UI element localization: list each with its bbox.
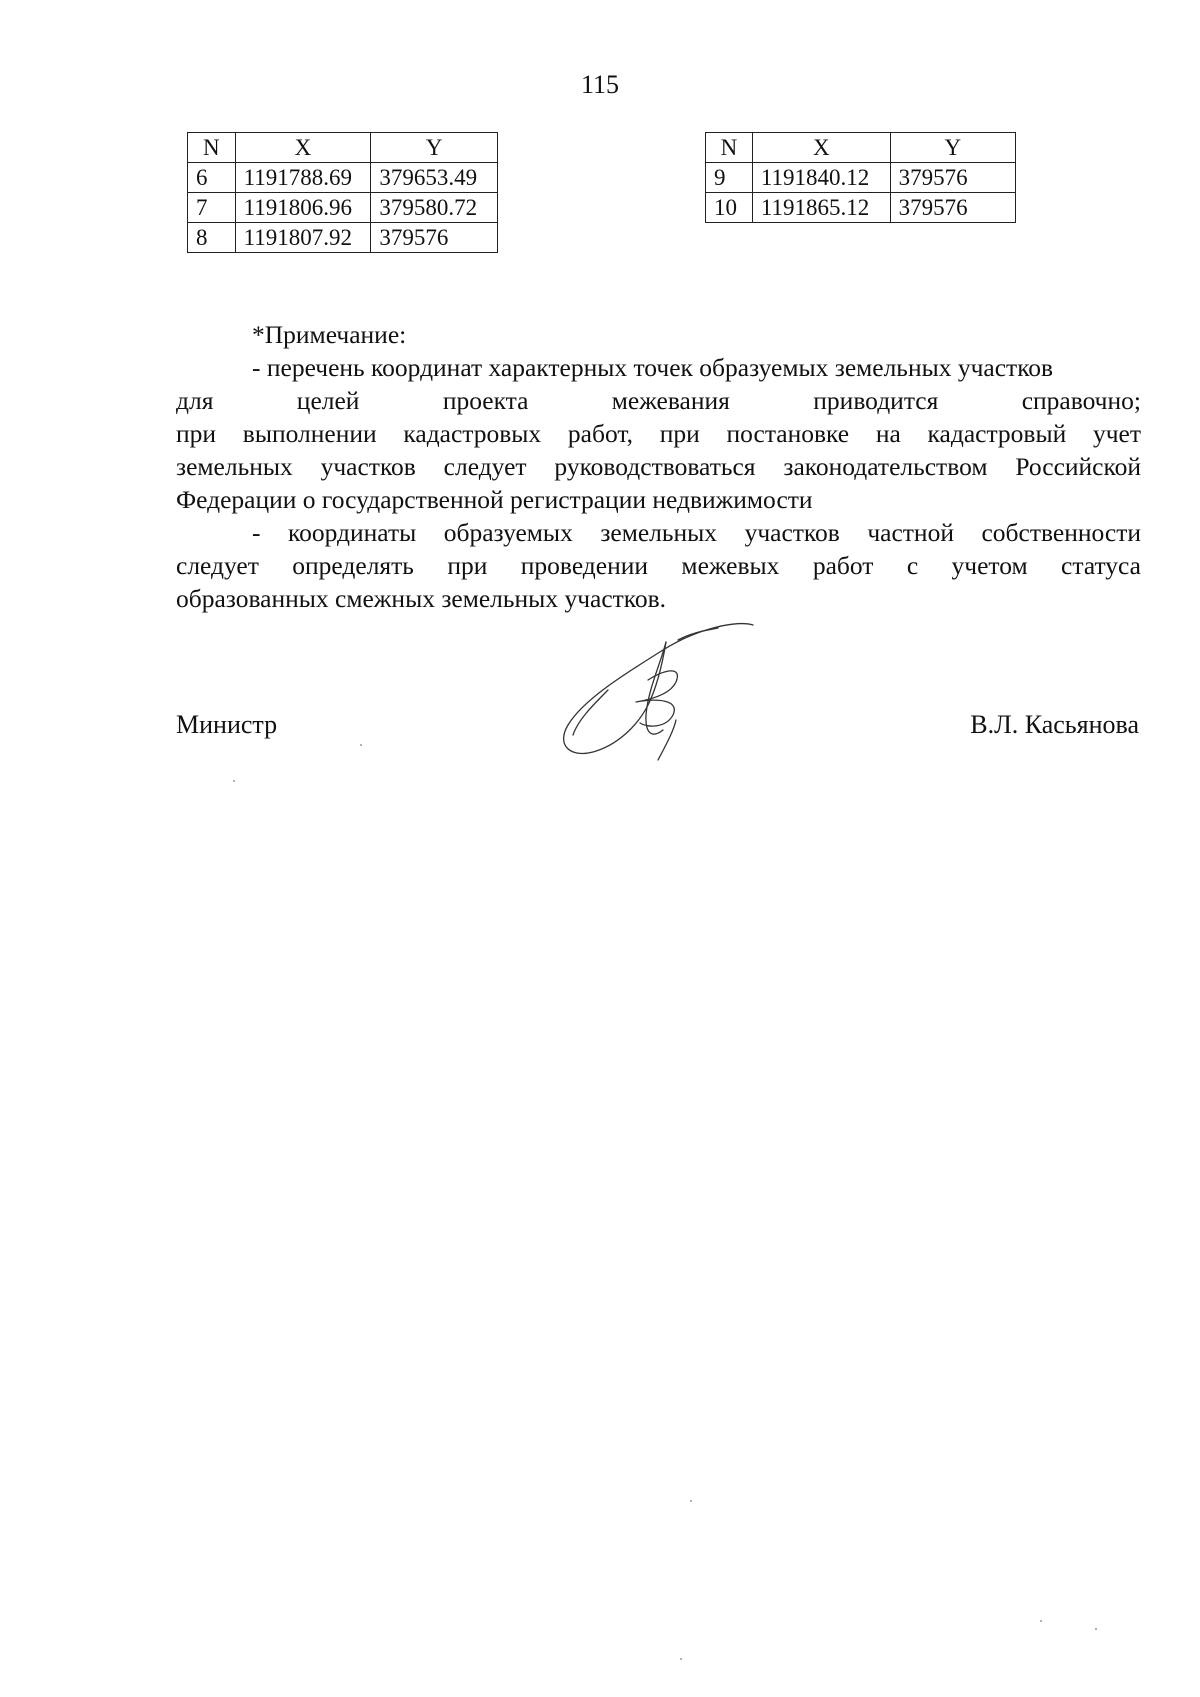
note-item-1-line: - перечень координат характерных точек образуемых земельных участков <box>252 353 1054 382</box>
handwritten-signature <box>548 620 768 770</box>
header-n: N <box>706 133 753 163</box>
table-header-row <box>706 133 1016 163</box>
coordinates-table-right <box>705 132 1016 223</box>
header-x: X <box>752 133 890 163</box>
coordinate-y: 379576 <box>890 163 1015 193</box>
note-item-2-line: - координаты образуемых земельных участков частной собственности <box>252 518 1141 547</box>
coordinate-x: 1191807.92 <box>235 223 371 253</box>
table-row <box>188 163 498 193</box>
point-number: 9 <box>706 163 753 193</box>
scan-speck <box>1095 1628 1097 1630</box>
point-number: 8 <box>188 223 236 253</box>
coordinate-x: 1191840.12 <box>752 163 890 193</box>
coordinate-y: 379576 <box>890 193 1015 223</box>
scan-speck <box>233 780 235 782</box>
signatory-name: В.Л. Касьянова <box>970 710 1139 739</box>
scan-speck <box>680 1658 682 1660</box>
coordinate-y: 379653.49 <box>371 163 498 193</box>
note-item-1-line: земельных участков следует руководствоваться законодательством Российской <box>176 452 1141 481</box>
header-x: X <box>235 133 371 163</box>
table-row <box>188 223 498 253</box>
scan-speck <box>690 1500 692 1502</box>
coordinate-x: 1191865.12 <box>752 193 890 223</box>
coordinate-x: 1191788.69 <box>235 163 371 193</box>
note-item-1-line: при выполнении кадастровых работ, при постановке на кадастровый учет <box>176 419 1141 448</box>
table-header-row <box>188 133 498 163</box>
note-item-1-line: Федерации о государственной регистрации недвижимости <box>176 485 813 514</box>
coordinates-table-left <box>187 132 498 253</box>
page-number: 115 <box>580 70 620 99</box>
note-item-1-line: для целей проекта межевания приводится справочно; <box>176 386 1141 415</box>
table-row <box>188 193 498 223</box>
header-y: Y <box>890 133 1015 163</box>
signatory-title: Министр <box>176 710 278 739</box>
scan-speck <box>360 744 362 746</box>
note-item-2-line: образованных смежных земельных участков. <box>176 584 667 613</box>
note-item-2-line: следует определять при проведении межевых работ с учетом статуса <box>176 551 1141 580</box>
coordinate-x: 1191806.96 <box>235 193 371 223</box>
note-heading: *Примечание: <box>252 320 407 349</box>
point-number: 7 <box>188 193 236 223</box>
coordinate-y: 379576 <box>371 223 498 253</box>
note-section <box>176 318 1141 615</box>
header-y: Y <box>371 133 498 163</box>
header-n: N <box>188 133 236 163</box>
point-number: 10 <box>706 193 753 223</box>
scan-speck <box>1040 1620 1042 1622</box>
table-row <box>706 163 1016 193</box>
point-number: 6 <box>188 163 236 193</box>
coordinate-y: 379580.72 <box>371 193 498 223</box>
table-row <box>706 193 1016 223</box>
